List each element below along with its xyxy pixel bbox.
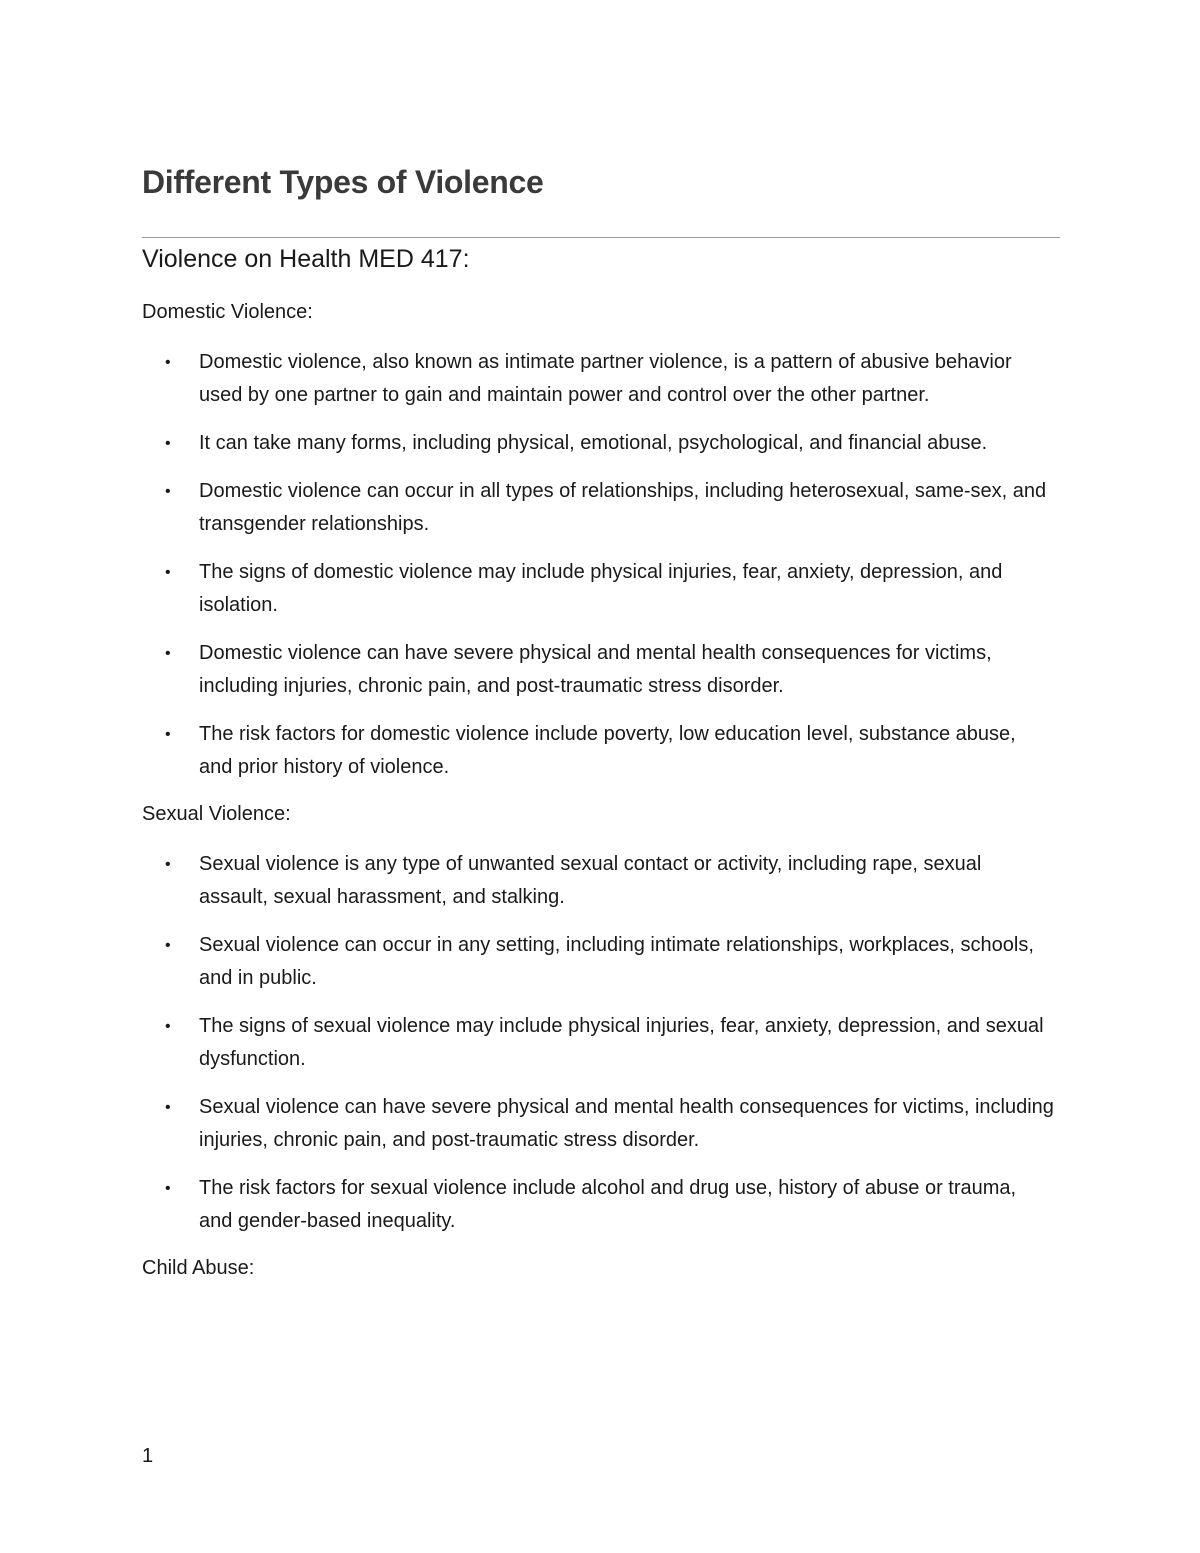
list-item — [142, 929, 1060, 995]
list-item — [142, 1010, 1060, 1076]
list-item-text: The risk factors for sexual violence include alcohol and drug use, history of abuse or trauma, and gender-based inequality. — [199, 1177, 1017, 1232]
list-item — [142, 475, 1060, 541]
list-item — [142, 346, 1060, 412]
list-item — [142, 556, 1060, 622]
list-item-text: The risk factors for domestic violence include poverty, low education level, substance abuse, and prior history of violence. — [199, 723, 1016, 778]
list-item-text: Domestic violence, also known as intimate partner violence, is a pattern of abusive behavior used by one partner to gain and maintain power and control over the other partner. — [199, 351, 1012, 406]
bullet-icon: • — [165, 435, 171, 452]
bullet-icon: • — [165, 726, 171, 743]
bullet-icon: • — [165, 483, 171, 500]
bullet-icon: • — [165, 354, 171, 371]
bullet-icon: • — [165, 564, 171, 581]
list-item-text: The signs of domestic violence may include physical injuries, fear, anxiety, depression, and isolation. — [199, 561, 1003, 616]
section-heading-domestic-violence: Domestic Violence: — [142, 301, 313, 323]
list-item-text: Domestic violence can occur in all types of relationships, including heterosexual, same-sex, and transgender relationships. — [199, 480, 1047, 535]
bullet-icon: • — [165, 1099, 171, 1116]
list-item-text: Sexual violence can occur in any setting, including intimate relationships, workplaces, schools, and in public. — [199, 934, 1034, 989]
list-item-text: Domestic violence can have severe physical and mental health consequences for victims, including injuries, chronic pain, and post-traumatic stress disorder. — [199, 642, 992, 697]
list-item-text: Sexual violence is any type of unwanted sexual contact or activity, including rape, sexual assault, sexual harassment, and stalking. — [199, 853, 982, 908]
list-item-text: Sexual violence can have severe physical and mental health consequences for victims, including injuries, chronic pain, and post-traumatic stress disorder. — [199, 1096, 1054, 1151]
section-heading-child-abuse: Child Abuse: — [142, 1257, 255, 1279]
list-item — [142, 1172, 1060, 1238]
bullet-icon: • — [165, 645, 171, 662]
bullet-icon: • — [165, 1180, 171, 1197]
bullet-icon: • — [165, 856, 171, 873]
bullet-list-domestic-violence — [142, 346, 1060, 784]
list-item — [142, 637, 1060, 703]
list-item — [142, 1091, 1060, 1157]
bullet-icon: • — [165, 937, 171, 954]
document-subtitle: Violence on Health MED 417: — [142, 245, 470, 273]
bullet-list-sexual-violence — [142, 848, 1060, 1238]
list-item-text: The signs of sexual violence may include physical injuries, fear, anxiety, depression, and sexual dysfunction. — [199, 1015, 1044, 1070]
list-item — [142, 427, 1060, 460]
list-item-text: It can take many forms, including physical, emotional, psychological, and financial abuse. — [199, 432, 988, 454]
page-title: Different Types of Violence — [142, 164, 544, 200]
title-divider — [142, 237, 1060, 238]
list-item — [142, 718, 1060, 784]
section-heading-sexual-violence: Sexual Violence: — [142, 803, 291, 825]
bullet-icon: • — [165, 1018, 171, 1035]
document-body — [142, 242, 1060, 1282]
page-number: 1 — [142, 1445, 154, 1467]
list-item — [142, 848, 1060, 914]
